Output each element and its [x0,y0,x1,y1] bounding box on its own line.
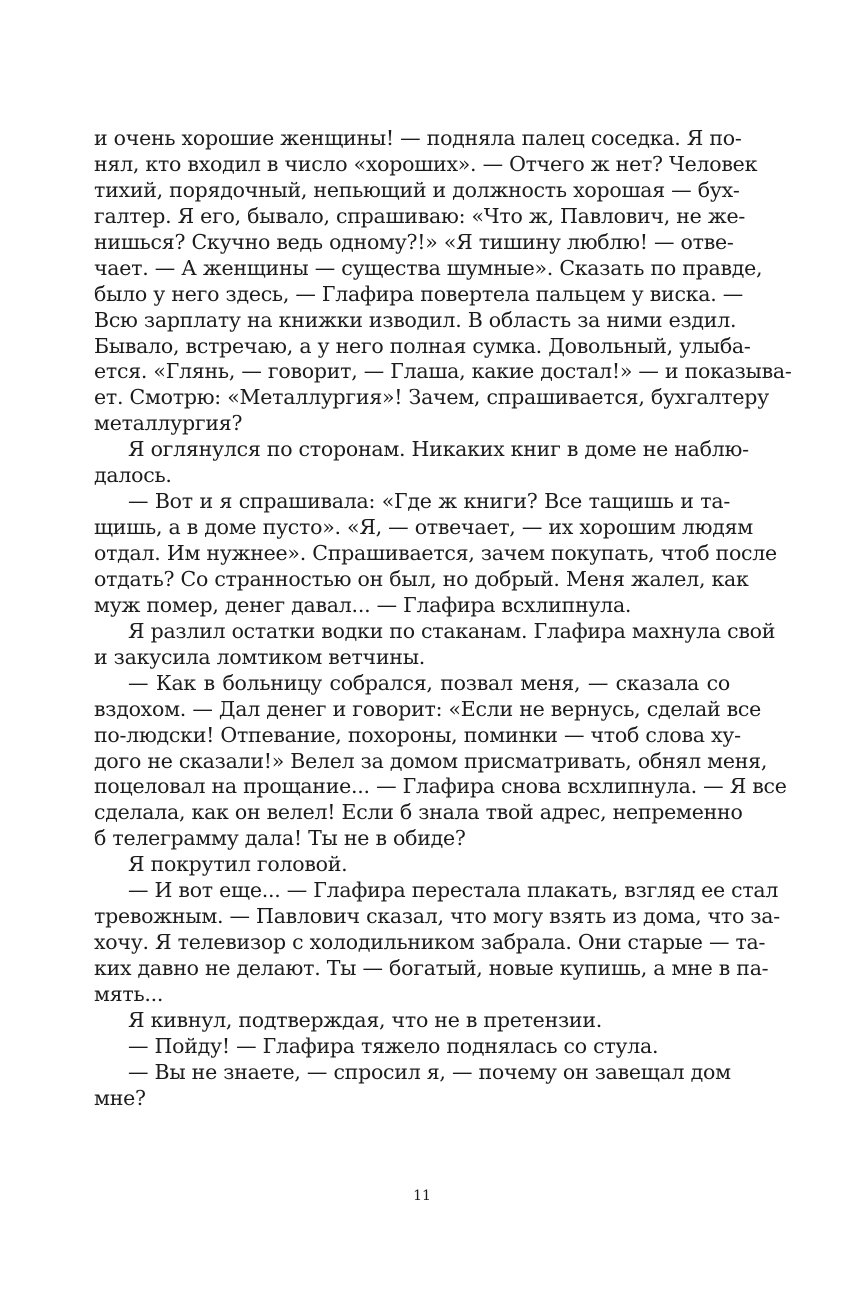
page-number: 11 [413,1188,431,1204]
text-line: Я кивнул, подтверждая, что не в претензии. [128,1007,603,1032]
text-line: Я покрутил головой. [128,852,348,877]
text-line: металлургия? [94,411,243,436]
text-line: — Вы не знаете, — спросил я, — почему он завещал дом [128,1059,731,1084]
text-line: и очень хорошие женщины! — подняла палец соседка. Я по- [94,126,742,150]
text-line: вздохом. — Дал денег и говорит: «Если не вернусь, сделай все [94,696,762,721]
text-line: и закусила ломтиком ветчины. [94,644,426,669]
text-line: муж помер, денег давал... — Глафира всхлипнула. [94,592,632,617]
text-line: сделала, как он велел! Если б знала твой адрес, непременно [94,800,743,825]
text-line: — И вот еще... — Глафира перестала плакать, взгляд ее стал [128,878,779,903]
text-line: — Вот и я спрашивала: «Где ж книги? Все тащишь и та- [128,489,730,514]
text-line: нишься? Скучно ведь одному?!» «Я тишину люблю! — отве- [94,229,734,254]
text-line: ких давно не делают. Ты — богатый, новые купишь, а мне в па- [94,956,769,980]
text-line: тревожным. — Павлович сказал, что могу взять из дома, что за- [94,904,780,929]
text-line: щишь, а в доме пусто». «Я, — отвечает, — их хорошим людям [94,515,754,540]
text-line: ет. Смотрю: «Металлургия»! Зачем, спрашивается, бухгалтеру [94,385,769,410]
text-line: б телеграмму дала! Ты не в обиде? [94,826,466,851]
text-line: — Пойду! — Глафира тяжело поднялась со стула. [128,1033,659,1058]
text-line: мне? [94,1085,146,1110]
text-line: хочу. Я телевизор с холодильником забрала. Они старые — та- [94,930,766,955]
text-line: поцеловал на прощание... — Глафира снова всхлипнула. — Я все [94,774,787,799]
text-line: Я оглянулся по сторонам. Никаких книг в доме не наблю- [128,437,749,462]
text-line: дого не сказали!» Велел за домом присматривать, обнял меня, [94,748,768,773]
text-line: Всю зарплату на книжки изводил. В область за ними ездил. [94,307,737,332]
text-line: далось. [94,463,172,488]
text-line: Бывало, встречаю, а у него полная сумка. Довольный, улыба- [94,333,751,358]
text-line: отдать? Со странностью он был, но добрый. Меня жалел, как [94,566,749,591]
text-line: было у него здесь, — Глафира повертела пальцем у виска. — [94,281,743,306]
text-line: чает. — А женщины — существа шумные». Сказать по правде, [94,255,763,280]
body-text [94,126,792,1112]
text-line: ется. «Глянь, — говорит, — Глаша, какие достал!» — и показыва- [94,359,792,384]
text-line: галтер. Я его, бывало, спрашиваю: «Что ж, Павлович, не же- [94,203,745,228]
text-line: отдал. Им нужнее». Спрашивается, зачем покупать, чтоб после [94,541,777,565]
text-line: Я разлил остатки водки по стаканам. Глафира махнула свой [128,618,776,643]
text-line: — Как в больницу собрался, позвал меня, — сказала со [128,670,730,695]
text-line: мять... [94,981,164,1006]
text-line: по-людски! Отпевание, похороны, поминки — чтоб слова ху- [94,722,741,747]
text-line: тихий, порядочный, непьющий и должность хорошая — бух- [94,177,740,202]
text-line: нял, кто входил в число «хороших». — Отчего ж нет? Человек [94,151,758,176]
